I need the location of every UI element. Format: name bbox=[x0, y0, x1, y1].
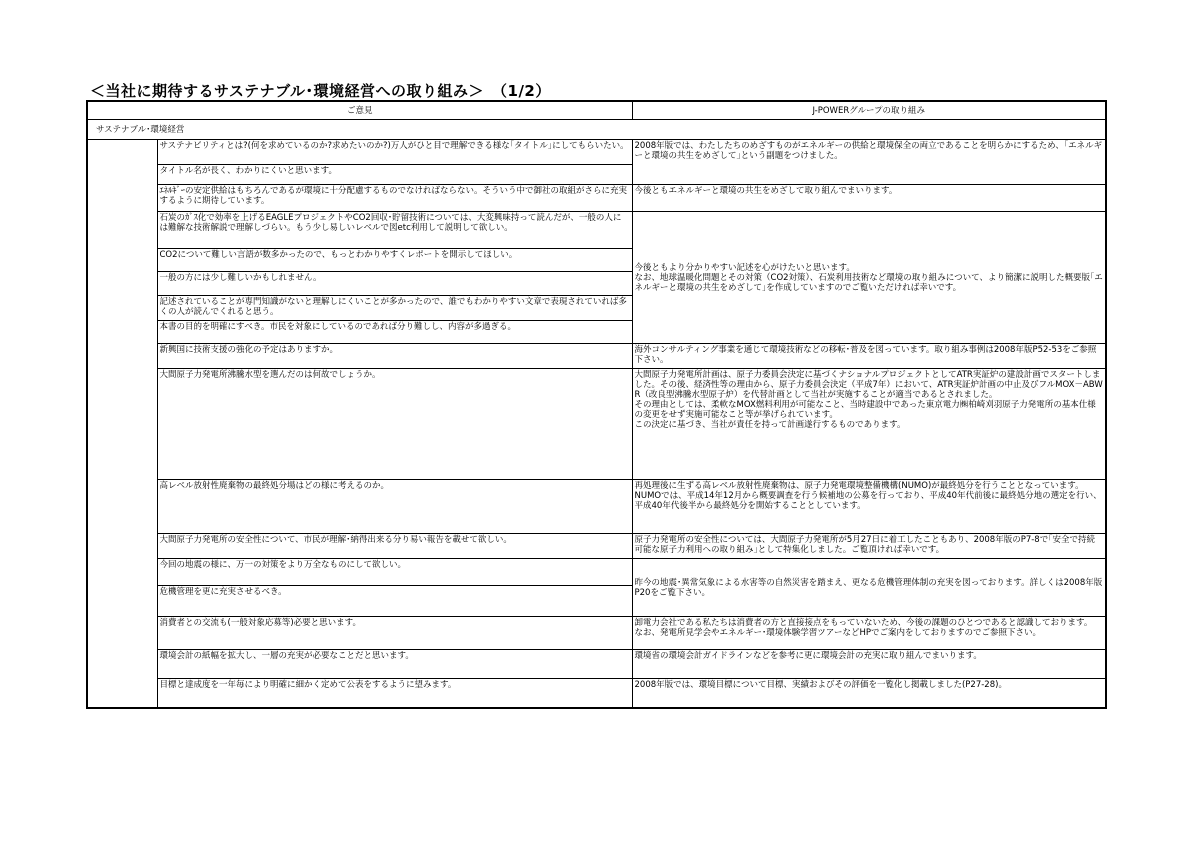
response-cell: 環境省の環境会計ガイドラインなどを参考に更に環境会計の充実に取り組んでまいります。 bbox=[632, 650, 1106, 679]
category-column bbox=[87, 140, 157, 709]
opinion-cell: 新興国に技術支援の強化の予定はありますか。 bbox=[157, 344, 632, 369]
opinion-cell: 石炭のｶﾞｽ化で効率を上げるEAGLEプロジェクトやCO2回収･貯留技術については、大変興味持って読んだが、一般の人には難解な技術解説で理解しづらい。もう少し易しいレベルで図etc利用して説明して欲しい。 bbox=[157, 212, 632, 249]
opinion-cell: 目標と達成度を一年毎により明確に細かく定めて公表をするように望みます。 bbox=[157, 679, 632, 709]
section-title: サステナブル･環境経営 bbox=[87, 120, 1106, 140]
opinion-cell: 一般の方には少し難しいかもしれません。 bbox=[157, 272, 632, 296]
opinion-cell: 大間原子力発電所の安全性について、市民が理解･納得出来る分り易い報告を載せて欲しい。 bbox=[157, 534, 632, 559]
table-header-row bbox=[87, 101, 1106, 120]
response-cell: 海外コンサルティング事業を通じて環境技術などの移転･普及を図っています。取り組み事例は2008年版P52-53をご参照下さい。 bbox=[632, 344, 1106, 369]
opinion-cell: 今回の地震の様に、万一の対策をより万全なものにして欲しい。 bbox=[157, 559, 632, 586]
opinion-cell: 本書の目的を明確にすべき。市民を対象にしているのであれば分り難しし、内容が多過ぎる。 bbox=[157, 321, 632, 344]
response-cell: 原子力発電所の安全性については、大間原子力発電所が5月27日に着工したこともあり、2008年版のP7-8で｢安全で持続可能な原子力利用への取り組み｣として特集化しました。ご覧頂ければ幸いです。 bbox=[632, 534, 1106, 559]
table-row bbox=[87, 344, 1106, 369]
opinion-cell: 消費者との交流も(一般対象応募等)必要と思います。 bbox=[157, 617, 632, 650]
opinion-cell: 大間原子力発電所沸騰水型を選んだのは何故でしょうか。 bbox=[157, 369, 632, 480]
response-cell: 2008年版では、環境目標について目標、実績およびその評価を一覧化し掲載しました(P27-28)。 bbox=[632, 679, 1106, 709]
opinion-cell: 環境会計の紙幅を拡大し、一層の充実が必要なことだと思います。 bbox=[157, 650, 632, 679]
table-row bbox=[87, 534, 1106, 559]
table-row bbox=[87, 185, 1106, 212]
page-title: ＜当社に期待するサステナブル･環境経営への取り組み＞ （1/2） bbox=[90, 82, 551, 100]
response-cell: 大間原子力発電所計画は、原子力委員会決定に基づくナショナルプロジェクトとしてATR実証炉の建設計画でスタートしました。その後、経済性等の理由から、原子力委員会決定（平成7年）において、ATR実証炉計画の中止及びフルMOX－ABWR（改良型沸騰水型原子炉）を代替計画として当社が実施することが適当であるとされました。 その理由としては、柔軟なMOX燃料利用が可能なこと、当時建設中であった東京電力㈱柏崎刈羽原子力発電所の基本仕様の変更をせず実施可能なこと等が挙げられています。 この決定に基づき、当社が責任を持って計画遂行するものであります。 bbox=[632, 369, 1106, 480]
table-row bbox=[87, 480, 1106, 534]
opinion-cell: タイトル名が長く、わかりにくいと思います。 bbox=[157, 165, 632, 185]
response-cell: 卸電力会社である私たちは消費者の方と直接接点をもっていないため、今後の課題のひとつであると認識しております。 なお、発電所見学会やエネルギー･環境体験学習ツアーなどHPでご案内をしておりますのでご参照下さい。 bbox=[632, 617, 1106, 650]
response-cell: 再処理後に生ずる高レベル放射性廃棄物は、原子力発電環境整備機構(NUMO)が最終処分を行うこととなっています。 NUMOでは、平成14年12月から概要調査を行う候補地の公募を行っており、平成40年代前後に最終処分地の選定を行い、平成40年代後半から最終処分を開始することとしています。 bbox=[632, 480, 1106, 534]
opinion-cell: 危機管理を更に充実させるべき。 bbox=[157, 586, 632, 617]
table-row bbox=[87, 369, 1106, 480]
response-cell: 今後ともより分かりやすい記述を心がけたいと思います。 なお、地球温暖化問題とその対策（CO2対策）、石炭利用技術など環境の取り組みについて、より簡潔に説明した概要版｢エネルギーと環境の共生をめざして｣を作成していますのでご覧いただければ幸いです。 bbox=[632, 212, 1106, 344]
opinion-cell: ｴﾈﾙｷﾞｰの安定供給はもちろんであるが環境に十分配慮するものでなければならない。そういう中で御社の取組がさらに充実するように期待しています。 bbox=[157, 185, 632, 212]
section-row bbox=[87, 120, 1106, 140]
response-cell: 昨今の地震･異常気象による水害等の自然災害を踏まえ、更なる危機管理体制の充実を図っております。詳しくは2008年版P20をご覧下さい。 bbox=[632, 559, 1106, 617]
opinion-table bbox=[86, 100, 1107, 709]
response-cell: 2008年版では、わたしたちのめざすものがエネルギーの供給と環境保全の両立であることを明らかにするため、｢エネルギーと環境の共生をめざして｣という副題をつけました。 bbox=[632, 140, 1106, 185]
opinion-cell: CO2について難しい言語が数多かったので、もっとわかりやすくレポートを開示してほしい。 bbox=[157, 249, 632, 272]
table-row bbox=[87, 140, 1106, 165]
table-row bbox=[87, 650, 1106, 679]
header-opinion: ご意見 bbox=[87, 101, 632, 120]
opinion-cell: 高レベル放射性廃棄物の最終処分場はどの様に考えるのか。 bbox=[157, 480, 632, 534]
table-row bbox=[87, 212, 1106, 249]
table-row bbox=[87, 679, 1106, 709]
response-cell: 今後ともエネルギーと環境の共生をめざして取り組んでまいります。 bbox=[632, 185, 1106, 212]
header-response: J-POWERグループの取り組み bbox=[632, 101, 1106, 120]
table-row bbox=[87, 617, 1106, 650]
opinion-cell: サステナビリティとは?(何を求めているのか?求めたいのか?)万人がひと目で理解できる様な｢タイトル｣にしてもらいたい。 bbox=[157, 140, 632, 165]
opinion-cell: 記述されていることが専門知識がないと理解しにくいことが多かったので、誰でもわかりやすい文章で表現されていれば多くの人が読んでくれると思う。 bbox=[157, 296, 632, 321]
table-row bbox=[87, 559, 1106, 586]
